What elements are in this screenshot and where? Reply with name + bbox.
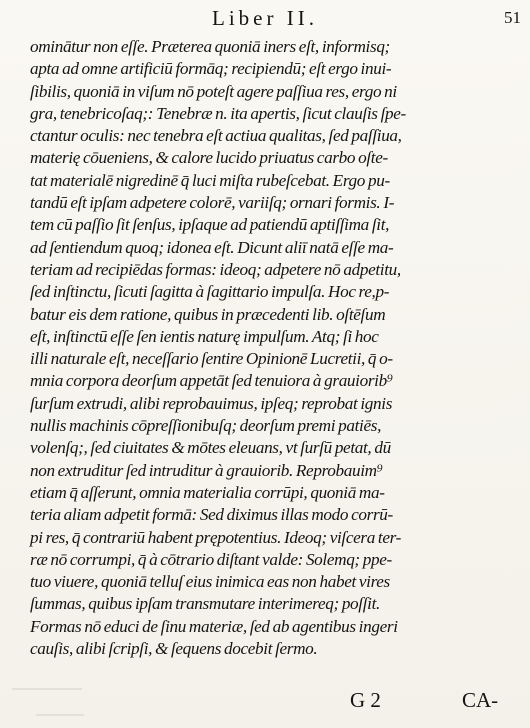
text-line: ominātur non eſſe. Præterea quoniā iners eſt, informisq;: [30, 37, 390, 56]
text-line: ræ nō corrumpi, q̄ à cōtrario diſtant valde: Solemq; ppe-: [30, 549, 392, 569]
page-number: 51: [504, 8, 521, 27]
text-line: cauſis, alibi ſcripſi, & ſequens docebit ſermo.: [30, 639, 318, 659]
text-line: ſurſum extrudi, alibi reprobauimus, ipſeq; reprobat ignis: [30, 393, 393, 413]
catchword: CA-: [462, 688, 499, 712]
body-text: [30, 36, 508, 660]
text-line: Formas nō educi de ſinu materiæ, ſed ab agentibus ingeri: [30, 616, 398, 636]
text-line: tat materialē nigredinē q̄ luci miſta rubeſcebat. Ergo pu-: [30, 170, 390, 190]
text-line: materię cōueniens, & calore lucido priuatus carbo oſte-: [30, 148, 388, 168]
running-head: Liber II.: [212, 6, 318, 30]
text-line: etiam q̄ aſſerunt, omnia materialia corrūpi, quoniā ma-: [30, 482, 385, 502]
page-header: [0, 6, 530, 34]
text-line: pi res, q̄ contrariū habent prępotentius. Ideoq; viſcera ter-: [30, 527, 401, 547]
text-line: mnia corpora deorſum appetāt ſed tenuiora à grauiorib⁹: [30, 371, 393, 391]
text-line: batur eis dem ratione, quibus in præcedenti lib. oſtēſum: [30, 304, 386, 324]
text-line: eſt, inſtinctū eſſe ſen ientis naturę impulſum. Atq; ſi hoc: [30, 326, 379, 346]
text-line: apta ad omne artificiū formāq; recipiendū; eſt ergo inui-: [30, 59, 392, 79]
text-line: gra, tenebricoſaq;: Tenebræ n. ita apertis, ſicut clauſis ſpe-: [30, 103, 406, 123]
text-line: teria aliam adpetit formā: Sed diximus illas modo corrū-: [30, 505, 393, 525]
page-footer: [0, 688, 530, 716]
text-line: volenſq;, ſed ciuitates & mōtes eleuans, vt ſurſū petat, dū: [30, 438, 391, 458]
text-line: nullis machinis cōpreſſionibuſq; deorſum premi patiēs,: [30, 416, 382, 436]
text-line: tuo viuere, quoniā telluſ eius inimica eas non habet vires: [30, 572, 390, 592]
text-line: ctantur oculis: nec tenebra eſt actiua qualitas, ſed paſſiua,: [30, 126, 402, 146]
text-line: ad ſentiendum quoq; idonea eſt. Dicunt aliī natā eſſe ma-: [30, 237, 394, 257]
text-line: ſummas, quibus ipſam transmutare interimereq; poſſit.: [30, 594, 380, 614]
text-line: tandū eſt ipſam adpetere colorē, variiſq; ornari formis. I-: [30, 193, 395, 213]
text-line: illi naturale eſt, neceſſario ſentire Opinionē Lucretii, q̄ o-: [30, 349, 393, 369]
text-line: tem cū paſſio ſit ſenſus, ipſaque ad patiendū aptiſſima ſit,: [30, 215, 390, 235]
text-line: teriam ad recipiēdas formas: ideoq; adpetere nō adpetitu,: [30, 259, 401, 279]
signature-mark: G 2: [350, 688, 381, 712]
text-line: ſibilis, quoniā in viſum nō poteſt agere paſſiua res, ergo ni: [30, 81, 397, 101]
text-line: ſed inſtinctu, ſicuti ſagitta à ſagittario impulſa. Hoc re,p-: [30, 282, 390, 302]
text-line: non extruditur ſed intruditur à grauiorib. Reprobauim⁹: [30, 460, 383, 480]
